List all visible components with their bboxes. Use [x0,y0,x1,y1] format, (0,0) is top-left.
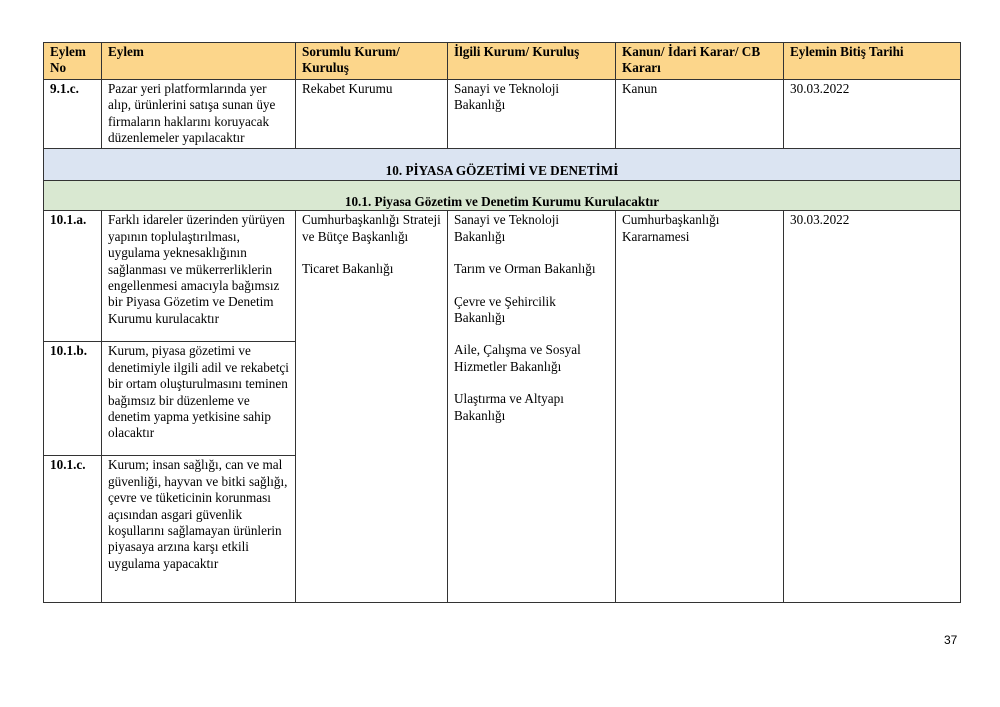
action-text: Farklı idareler üzerinden yürüyen yapının toplulaştırılması, uygulama yeknesaklığının sağlanması ve mükerrerliklerin engellenmesi amacıyla bağımsız bir Piyasa Gözetim ve Denetim Kurumu kurulacaktır [102,211,296,342]
subsection-row [44,181,961,211]
header-kanun: Kanun/ İdari Karar/ CB Kararı [616,43,784,80]
action-text: Pazar yeri platformlarında yer alıp, ürünlerini satışa sunan üye firmaların haklarını koruyacak düzenlemeler yapılacaktır [102,79,296,149]
related-item: Tarım ve Orman Bakanlığı [454,261,596,277]
related-institution: Sanayi ve Teknoloji Bakanlığı [448,79,616,149]
header-ilgili: İlgili Kurum/ Kuruluş [448,43,616,80]
legal-basis: Cumhurbaşkanlığı Kararnamesi [616,211,784,603]
header-bitis: Eylemin Bitiş Tarihi [784,43,961,80]
section-row [44,149,961,181]
action-code: 10.1.a. [44,211,102,342]
action-text: Kurum; insan sağlığı, can ve mal güvenliği, hayvan ve bitki sağlığı, çevre ve tüketicinin korunması açısından asgari güvenlik koşullarını sağlamayan ürünlerin piyasaya arzına karşı etkili uygulama yapacaktır [102,456,296,603]
action-code: 10.1.c. [44,456,102,603]
end-date: 30.03.2022 [784,79,961,149]
related-item: Ulaştırma ve Altyapı Bakanlığı [454,391,564,423]
action-code: 10.1.b. [44,342,102,456]
responsible-institution [296,211,448,603]
action-text: Kurum, piyasa gözetimi ve denetimiyle ilgili adil ve rekabetçi bir ortam oluşturulmasını teminen bağımsız bir düzenleme ve denetim yapma yetkisine sahip olacaktır [102,342,296,456]
related-item: Sanayi ve Teknoloji Bakanlığı [454,212,560,244]
responsible-item: Ticaret Bakanlığı [302,261,394,277]
action-code: 9.1.c. [44,79,102,149]
section-title: 10. PİYASA GÖZETİMİ VE DENETİMİ [44,149,961,181]
table-row [44,211,961,342]
responsible-institution: Rekabet Kurumu [296,79,448,149]
header-sorumlu: Sorumlu Kurum/ Kuruluş [296,43,448,80]
related-institution [448,211,616,603]
page-number: 37 [944,633,958,647]
table-row [44,79,961,149]
end-date: 30.03.2022 [784,211,961,603]
legal-basis: Kanun [616,79,784,149]
header-eylem: Eylem [102,43,296,80]
related-item: Aile, Çalışma ve Sosyal Hizmetler Bakanlığı [454,342,581,374]
header-eylem-no: Eylem No [44,43,102,80]
action-plan-table [43,42,961,603]
table-header-row [44,43,961,80]
related-item: Çevre ve Şehircilik Bakanlığı [454,293,556,326]
subsection-title: 10.1. Piyasa Gözetim ve Denetim Kurumu Kurulacaktır [44,181,961,211]
responsible-item: Cumhurbaşkanlığı Strateji ve Bütçe Başkanlığı [302,212,441,244]
